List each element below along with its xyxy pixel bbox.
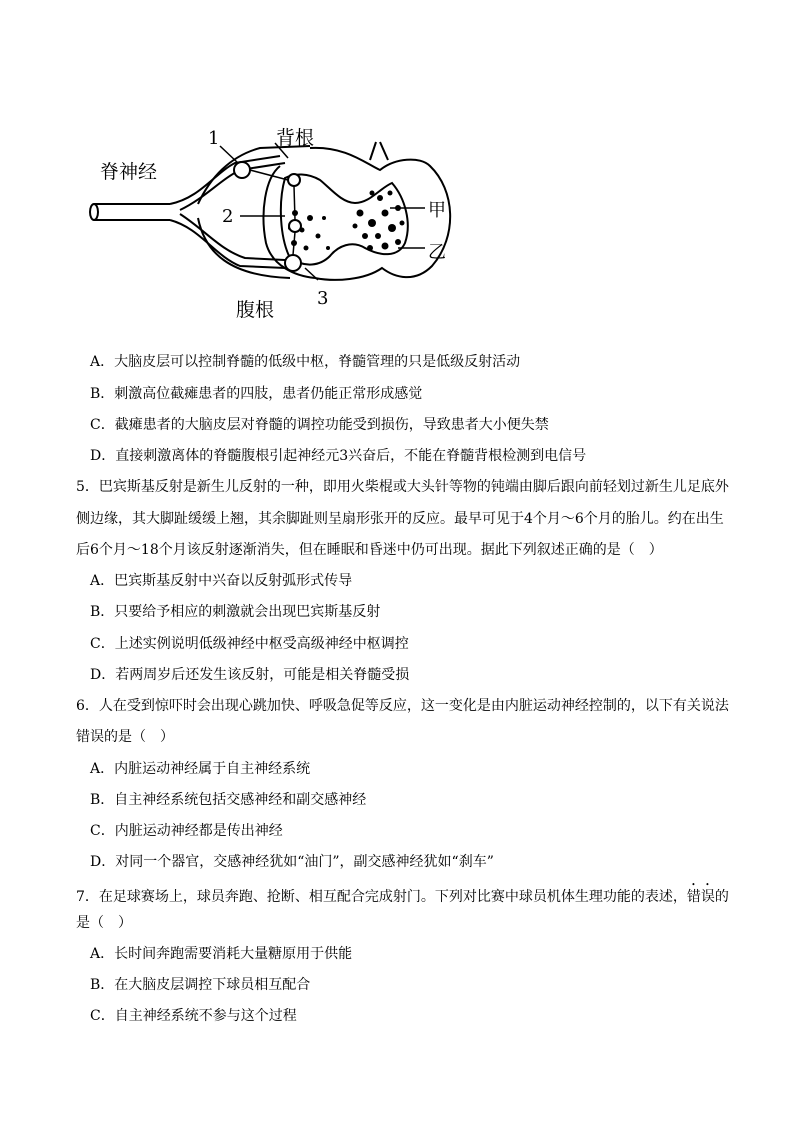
q6-option-a: A．内脏运动神经属于自主神经系统 (90, 761, 311, 777)
q7-option-b: B．在大脑皮层调控下球员相互配合 (90, 977, 311, 993)
q4-option-b: B．刺激高位截瘫患者的四肢，患者仍能正常形成感觉 (90, 386, 423, 402)
q7-option-a: A．长时间奔跑需要消耗大量糖原用于供能 (90, 946, 353, 962)
label-dorsal-root: 背根 (276, 127, 315, 149)
q6-stem-line-2: 错误的是（ ） (76, 729, 174, 745)
label-neuron-3: 3 (317, 288, 329, 309)
label-jia: 甲 (428, 200, 446, 221)
q6-stem-line-1: 6．人在受到惊吓时会出现心跳加快、呼吸急促等反应，这一变化是由内脏运动神经控制的，以下有关说法 (76, 698, 729, 714)
q7-stem-line-1 (76, 881, 729, 907)
q4-option-c: C．截瘫患者的大脑皮层对脊髓的调控功能受到损伤，导致患者大小便失禁 (90, 417, 549, 433)
spinal-cord-diagram (80, 118, 460, 328)
q7-stem-prefix: 7．在足球赛场上，球员奔跑、抢断、相互配合完成射门。下列对比赛中球员机体生理功能的表述， (76, 889, 687, 905)
q6-option-d: D．对同一个器官，交感神经犹如“油门”，副交感神经犹如“刹车” (90, 854, 494, 870)
q4-option-a: A．大脑皮层可以控制脊髓的低级中枢，脊髓管理的只是低级反射活动 (90, 354, 521, 370)
label-pointers (220, 143, 425, 280)
q6-option-c: C．内脏运动神经都是传出神经 (90, 823, 283, 839)
q7-stem-line-2: 是（ ） (76, 915, 132, 931)
neuron-speckles (288, 191, 405, 252)
label-neuron-2: 2 (222, 206, 234, 227)
q7-stem-suffix: 的 (714, 889, 729, 905)
label-yi: 乙 (428, 242, 446, 263)
q5-stem-line-2: 侧边缘，其大脚趾缓缓上翘，其余脚趾则呈扇形张开的反应。最早可见于4个月～6个月的胎儿。约在出生 (76, 511, 724, 527)
q7-option-c: C．自主神经系统不参与这个过程 (90, 1008, 297, 1024)
q4-option-d: D．直接刺激离体的脊髓腹根引起神经元3兴奋后，不能在脊髓背根检测到电信号 (90, 448, 587, 464)
grey-matter (281, 174, 408, 264)
q5-stem-line-1: 5．巴宾斯基反射是新生儿反射的一种，即用火柴棍或大头针等物的钝端由脚后跟向前轻划过新生儿足底外 (76, 479, 729, 495)
label-ventral-root: 腹根 (236, 299, 275, 321)
label-spinal-nerve: 脊神经 (100, 161, 158, 183)
q7-stem-emphasis: 错误 (686, 889, 715, 905)
q5-option-d: D．若两周岁后还发生该反射，可能是相关脊髓受损 (90, 667, 410, 683)
q6-option-b: B．自主神经系统包括交感神经和副交感神经 (90, 792, 367, 808)
label-neuron-1: 1 (208, 128, 220, 149)
q5-option-b: B．只要给予相应的刺激就会出现巴宾斯基反射 (90, 604, 381, 620)
q5-stem-line-3: 后6个月～18个月该反射逐渐消失，但在睡眠和昏迷中仍可出现。据此下列叙述正确的是（ ） (76, 542, 663, 558)
q5-option-c: C．上述实例说明低级神经中枢受高级神经中枢调控 (90, 636, 409, 652)
q5-option-a: A．巴宾斯基反射中兴奋以反射弧形式传导 (90, 573, 353, 589)
